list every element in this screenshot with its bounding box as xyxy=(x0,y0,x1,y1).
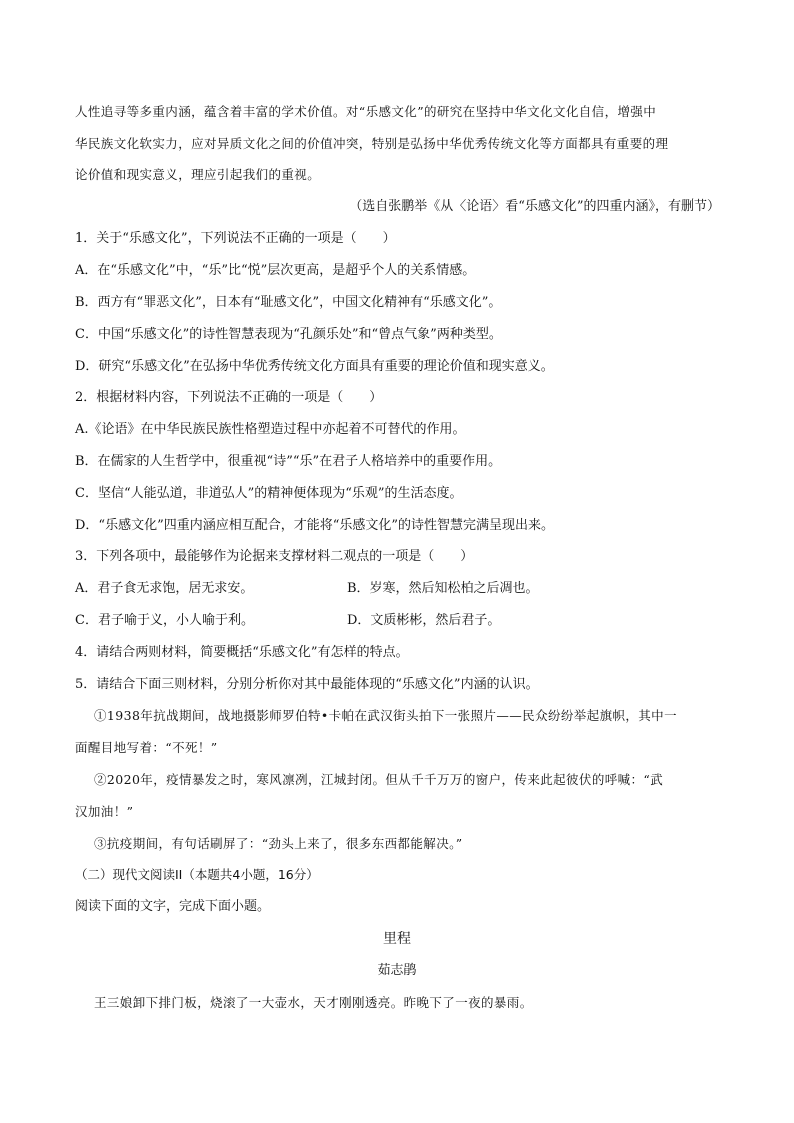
passage-source: （选自张鹏举《从〈论语〉看“乐感文化”的四重内涵》，有删节） xyxy=(349,199,720,214)
question-2-stem: 2．根据材料内容，下列说法不正确的一项是（ ） xyxy=(75,390,383,405)
question-2-option-c: C．坚信“人能弘道，非道弘人”的精神便体现为“乐观”的生活态度。 xyxy=(75,486,463,501)
passage-line-2: 华民族文化软实力，应对异质文化之间的价值冲突，特别是弘扬中华优秀传统文化等方面都具有重要的理 xyxy=(75,136,669,151)
question-3-option-d: D．文质彬彬，然后君子。 xyxy=(347,613,501,628)
section-2-instruction: 阅读下面的文字，完成下面小题。 xyxy=(75,899,271,914)
question-2-option-d: D．“乐感文化”四重内涵应相互配合，才能将“乐感文化”的诗性智慧完满呈现出来。 xyxy=(75,518,555,533)
question-2-option-a: A.《论语》在中华民族民族性格塑造过程中亦起着不可替代的作用。 xyxy=(75,422,466,437)
story-first-line: 王三娘卸下排门板，烧滚了一大壶水，天才刚刚透亮。昨晚下了一夜的暴雨。 xyxy=(94,995,533,1010)
question-3-row-1 xyxy=(75,580,725,598)
question-1-stem: 1．关于“乐感文化”，下列说法不正确的一项是（ ） xyxy=(75,231,396,246)
material-2-line-2: 汉加油！” xyxy=(75,804,134,819)
question-3-option-b: B．岁寒，然后知松柏之后凋也。 xyxy=(347,581,539,596)
question-4: 4．请结合两则材料，简要概括“乐感文化”有怎样的特点。 xyxy=(75,645,409,660)
question-3-option-a: A．君子食无求饱，居无求安。 xyxy=(75,581,254,596)
question-5: 5．请结合下面三则材料，分别分析你对其中最能体现的“乐感文化”内涵的认识。 xyxy=(75,677,539,692)
material-3: ③抗疫期间，有句话刷屏了：“劲头上来了，很多东西都能解决。” xyxy=(94,836,463,851)
story-title: 里程 xyxy=(383,931,411,947)
story-author: 茹志鹃 xyxy=(377,963,417,978)
question-3-option-c: C．君子喻于义，小人喻于利。 xyxy=(75,613,254,628)
question-1-option-d: D．研究“乐感文化”在弘扬中华优秀传统文化方面具有重要的理论价值和现实意义。 xyxy=(75,359,554,374)
question-2-option-b: B．在儒家的人生哲学中，很重视“诗”“乐”在君子人格培养中的重要作用。 xyxy=(75,454,502,469)
material-2-line-1: ②2020年，疫情暴发之时，寒风凛冽，江城封闭。但从千千万万的窗户，传来此起彼伏的呼喊：“武 xyxy=(94,772,664,787)
question-1-option-a: A．在“乐感文化”中，“乐”比“悦”层次更高，是超乎个人的关系情感。 xyxy=(75,263,476,278)
question-1-option-b: B．西方有“罪恶文化”，日本有“耻感文化”，中国文化精神有“乐感文化”。 xyxy=(75,295,502,310)
question-1-option-c: C．中国“乐感文化”的诗性智慧表现为“孔颜乐处”和“曾点气象”两种类型。 xyxy=(75,327,502,342)
material-1-line-2: 面醒目地写着：“不死！” xyxy=(75,740,218,755)
passage-line-3: 论价值和现实意义，理应引起我们的重视。 xyxy=(75,167,321,182)
question-3-stem: 3．下列各项中，最能够作为论据来支撑材料二观点的一项是（ ） xyxy=(75,549,474,564)
question-3-row-2 xyxy=(75,612,725,630)
section-2-heading: （二）现代文阅读II（本题共4小题，16分） xyxy=(75,867,319,882)
passage-line-1: 人性追寻等多重内涵，蕴含着丰富的学术价值。对“乐感文化”的研究在坚持中华文化文化自信，增强中 xyxy=(75,104,657,119)
material-1-line-1: ①1938年抗战期间，战地摄影师罗伯特•卡帕在武汉街头拍下一张照片——民众纷纷举起旗帜，其中一 xyxy=(94,708,677,723)
